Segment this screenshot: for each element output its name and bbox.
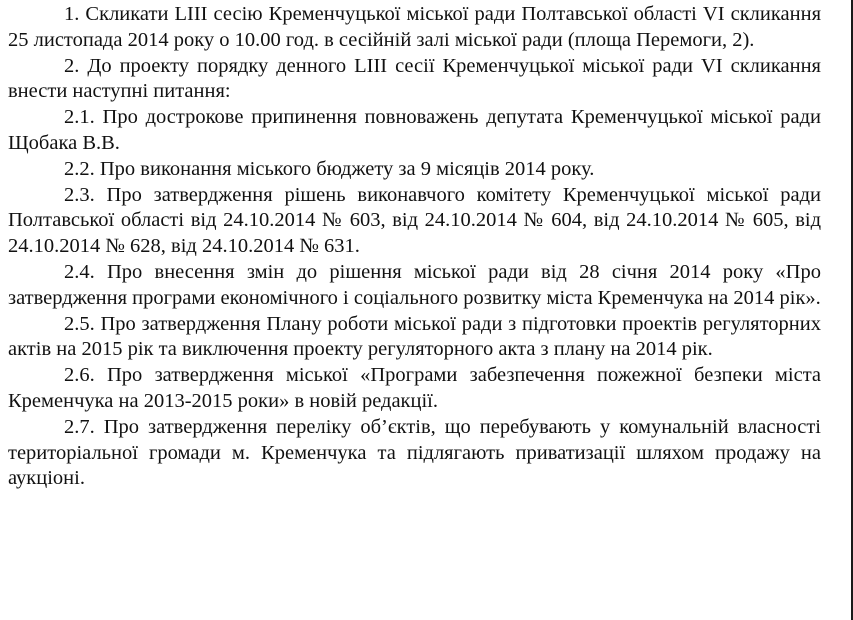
paragraph-2-1-deputy-powers: 2.1. Про дострокове припинення повноважень депутата Кременчуцької міської ради Щобака В.В.: [8, 106, 821, 154]
paragraph-1-session-convening: 1. Скликати LIII сесію Кременчуцької міської ради Полтавської області VI скликання 25 листопада 2014 року о 10.00 год. в сесійній залі міської ради (площа Перемоги, 2).: [8, 3, 821, 51]
paragraph-2-4-development-program: 2.4. Про внесення змін до рішення міської ради від 28 січня 2014 року «Про затвердження програми економічного і соціального розвитку міста Кременчука на 2014 рік».: [8, 260, 821, 309]
paragraph-2-7-privatization-list: 2.7. Про затвердження переліку об’єктів, що перебувають у комунальній власності територіальної громади м. Кременчука та підлягають приватизації шляхом продажу на аукціоні.: [8, 415, 821, 490]
paragraph-2-2-city-budget: 2.2. Про виконання міського бюджету за 9 місяців 2014 року.: [64, 157, 595, 180]
document-body: [8, 2, 821, 492]
paragraph-2-6-fire-safety-program: 2.6. Про затвердження міської «Програми забезпечення пожежної безпеки міста Кременчука на 2013-2015 роки» в новій редакції.: [8, 364, 821, 412]
paragraph-2-3-executive-decisions: 2.3. Про затвердження рішень виконавчого комітету Кременчуцької міської ради Полтавської області від 24.10.2014 № 603, від 24.10.2014 № 604, від 24.10.2014 № 605, від 24.10.2014 № 628, від 24.10.2014 № 631.: [8, 183, 821, 258]
paragraph-2-agenda-additions: 2. До проекту порядку денного LIII сесії Кременчуцької міської ради VI скликання внести наступні питання:: [8, 54, 821, 103]
paragraph-2-5-regulatory-plan: 2.5. Про затвердження Плану роботи міської ради з підготовки проектів регуляторних актів на 2015 рік та виключення проекту регуляторного акта з плану на 2014 рік.: [8, 312, 821, 361]
